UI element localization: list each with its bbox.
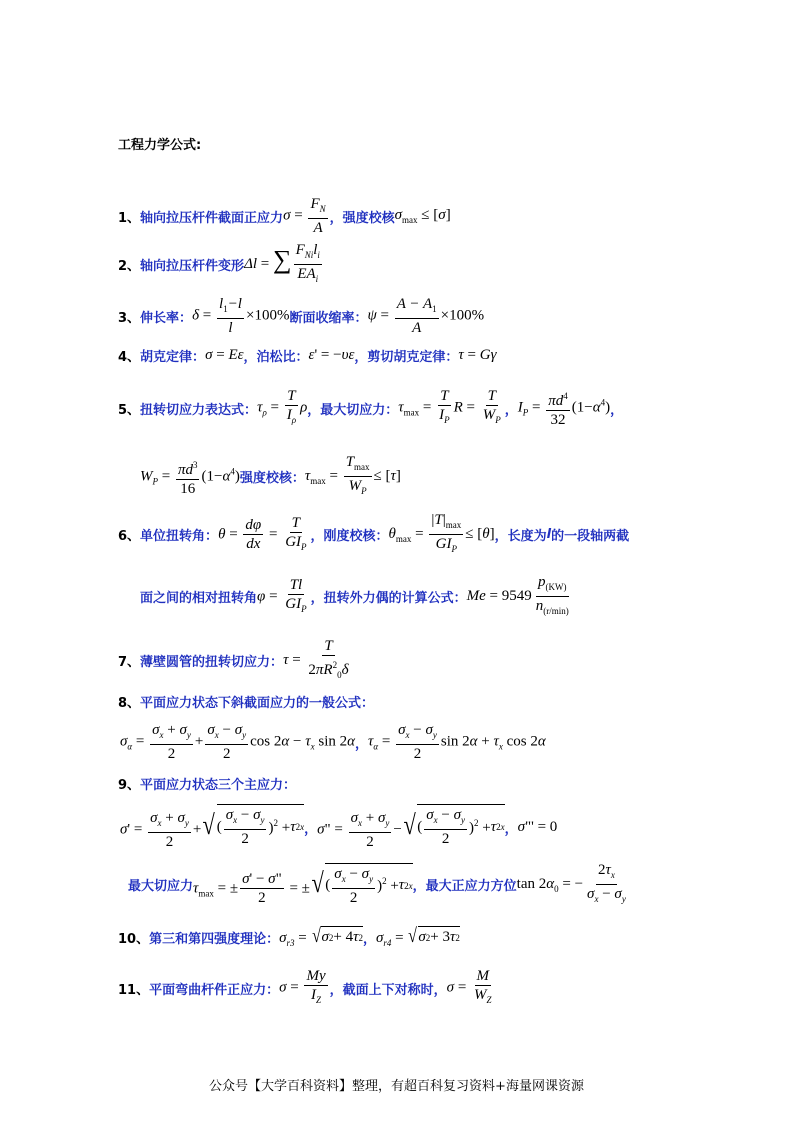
item-number: 10、 (118, 931, 150, 947)
formula-math: φ = $\frac{Tl}{GI_P}$ (257, 576, 307, 614)
formula-9c (128, 862, 630, 907)
item-label: 伸长率： (140, 310, 193, 326)
formula-math: τ = $\frac{T}{2\pi R^2_0\delta}$ (283, 638, 349, 680)
formula-math: $W_P$ = $\frac{\pi d^3}{16}$ $(1-\alpha^4)$ (140, 457, 240, 497)
formula-math: $\tan 2\alpha_0$ = − $\frac{2\tau_x}{\sigma_x - \sigma_y}$ (516, 862, 626, 904)
item-label: 平面弯曲杆件正应力： (149, 982, 280, 998)
item-label: 轴向拉压杆件变形 (140, 259, 245, 274)
formula-5b (140, 454, 401, 499)
formula-math: $I_P$ = $\frac{\pi d^4}{32}$ $(1-\alpha^4)$ (518, 388, 610, 428)
formula-8b (120, 722, 546, 762)
formula-math: $\sigma_{r3}$ = √ σ 2 + 4 τ 2 (279, 925, 363, 948)
page-footer: 公众号【大学百科资料】整理，有超百科复习资料+海量网课资源 (209, 1079, 584, 1094)
item-label: 平面应力状态下斜截面应力的一般公式： (140, 696, 375, 711)
item-number: 3、 (118, 310, 141, 326)
item-label: 断面收缩率： (289, 310, 368, 326)
item-label: 胡克定律： (140, 350, 206, 365)
formula-math: $\tau_\alpha$ = $\frac{\sigma_x - \sigma_y}{2}$ $\sin 2\alpha + \tau_x$ cos 2α (368, 722, 546, 762)
formula-math: σ = $\frac{M}{W_Z}$ (446, 968, 492, 1005)
item-number: 8、 (118, 696, 141, 711)
formula-math: σ = Eε (205, 347, 244, 363)
item-number: 1、 (118, 210, 141, 226)
formula-4 (118, 346, 496, 365)
formula-3 (118, 296, 484, 336)
formula-math: $\tau_\rho$ = $\frac{T}{I_\rho}$ ρ (257, 388, 308, 425)
item-label: l (546, 527, 552, 542)
item-label: 薄壁圆管的扭转切应力： (140, 655, 284, 670)
formula-9 (118, 774, 296, 793)
item-label: ，扭转外力偶的计算公式： (310, 591, 467, 606)
item-label: 单位扭转角： (140, 529, 219, 544)
item-label: 面之间的相对扭转角 (140, 591, 258, 606)
item-label: 轴向拉压杆件截面正应力 (140, 210, 284, 226)
formula-math: $\sigma_{max} \le [\sigma]$ (394, 207, 451, 225)
item-label: ，截面上下对称时， (329, 982, 447, 998)
formula-math: ψ = $\frac{A - A_1}{A}$ ×100% (367, 296, 485, 336)
formula-math: θ = $\frac{d\varphi}{dx}$ = $\frac{T}{GI_P}$ (218, 514, 307, 552)
formula-math: ε' = −υε (308, 347, 355, 363)
item-label: 平面应力状态三个主应力： (140, 778, 297, 793)
item-number: 5、 (118, 402, 141, 418)
item-number: 4、 (118, 350, 141, 365)
formula-math: σ' = $\frac{\sigma_x + \sigma_y}{2}$ + √ ( $\frac{\sigma_x - \sigma_y}{2}$ )$^2$ + τ 2 x (120, 804, 304, 850)
item-label: 的一段轴两截 (551, 529, 630, 544)
formula-math: Me = 9549 $\frac{p_{(KW)}}{n_{(r/min)}}$ (466, 574, 569, 616)
item-label: ， (355, 736, 369, 752)
formula-11 (118, 968, 496, 1008)
item-label: ， (610, 402, 624, 418)
page-title: 工程力学公式: (118, 138, 202, 153)
item-label: ，刚度校核： (310, 529, 389, 544)
formula-6b (140, 574, 573, 619)
formula-math: $\tau_{max}$ = $\frac{T_{max}}{W_P}$ ≤ [τ] (304, 454, 401, 496)
formula-math: $\tau_{max}$ = $\frac{T}{I_P}$ R = $\frac{T}{W_P}$ (398, 388, 501, 425)
item-label: ，最大切应力： (307, 402, 399, 418)
formula-9b (120, 804, 557, 850)
item-label: ，长度为 (494, 529, 547, 544)
formula-7 (118, 638, 353, 683)
formula-math: δ = $\frac{l_1-l}{l}$ ×100% (192, 296, 290, 336)
formula-math: Δl = ∑ $\frac{F_{Ni}l_i}{EA_i}$ (244, 242, 320, 284)
item-label: 最大切应力 (128, 879, 194, 894)
formula-6 (118, 512, 629, 557)
formula-math: σ" = $\frac{\sigma_x + \sigma_y}{2}$ − √ ( $\frac{\sigma_x - \sigma_y}{2}$ )$^2$ + τ 2 x (317, 804, 505, 850)
item-label: 第三和第四强度理论： (149, 931, 280, 947)
formula-10 (118, 926, 460, 948)
formula-2 (118, 242, 324, 287)
item-label: ， (304, 821, 318, 837)
formula-math: σ = $\frac{F_N}{A}$ (283, 196, 326, 236)
item-label: 扭转切应力表达式： (140, 402, 258, 418)
formula-math: τ = Gγ (458, 347, 497, 363)
item-label: ，泊松比： (243, 350, 309, 365)
formula-math: $\sigma_{r4}$ = √ σ 2 + 3 τ 2 (376, 925, 460, 948)
item-label: ， (504, 402, 518, 418)
item-number: 2、 (118, 259, 141, 274)
formula-5 (118, 388, 623, 428)
item-label: 强度校核： (239, 471, 305, 486)
item-label: ， (504, 821, 518, 837)
formula-1 (118, 196, 451, 236)
item-label: ，最大正应力方位 (412, 879, 517, 894)
item-number: 9、 (118, 778, 141, 793)
formula-math: $\theta_{max}$ = $\frac{|T|_{max}}{GI_P}$ ≤ [θ] (388, 512, 495, 554)
formula-8 (118, 692, 374, 711)
formula-math: $\sigma_\alpha$ = $\frac{\sigma_x + \sigma_y}{2}$ + $\frac{\sigma_x - \sigma_y}{2}$ $\cos 2\alpha - \tau_x$ sin 2α (120, 722, 355, 762)
formula-math: σ = $\frac{My}{I_Z}$ (279, 968, 326, 1005)
formula-math: $\tau_{max}$ = ± $\frac{\sigma' - \sigma"}{2}$ = ± √ ( $\frac{\sigma_x - \sigma_y}{2}$ )$^2$ + τ 2 x (193, 863, 413, 907)
item-number: 7、 (118, 655, 141, 670)
item-number: 11、 (118, 982, 150, 998)
item-number: 6、 (118, 529, 141, 544)
item-label: ， (362, 931, 376, 947)
item-label: ，强度校核 (329, 210, 395, 226)
item-label: ，剪切胡克定律： (354, 350, 459, 365)
formula-math: σ"' = 0 (517, 818, 558, 835)
